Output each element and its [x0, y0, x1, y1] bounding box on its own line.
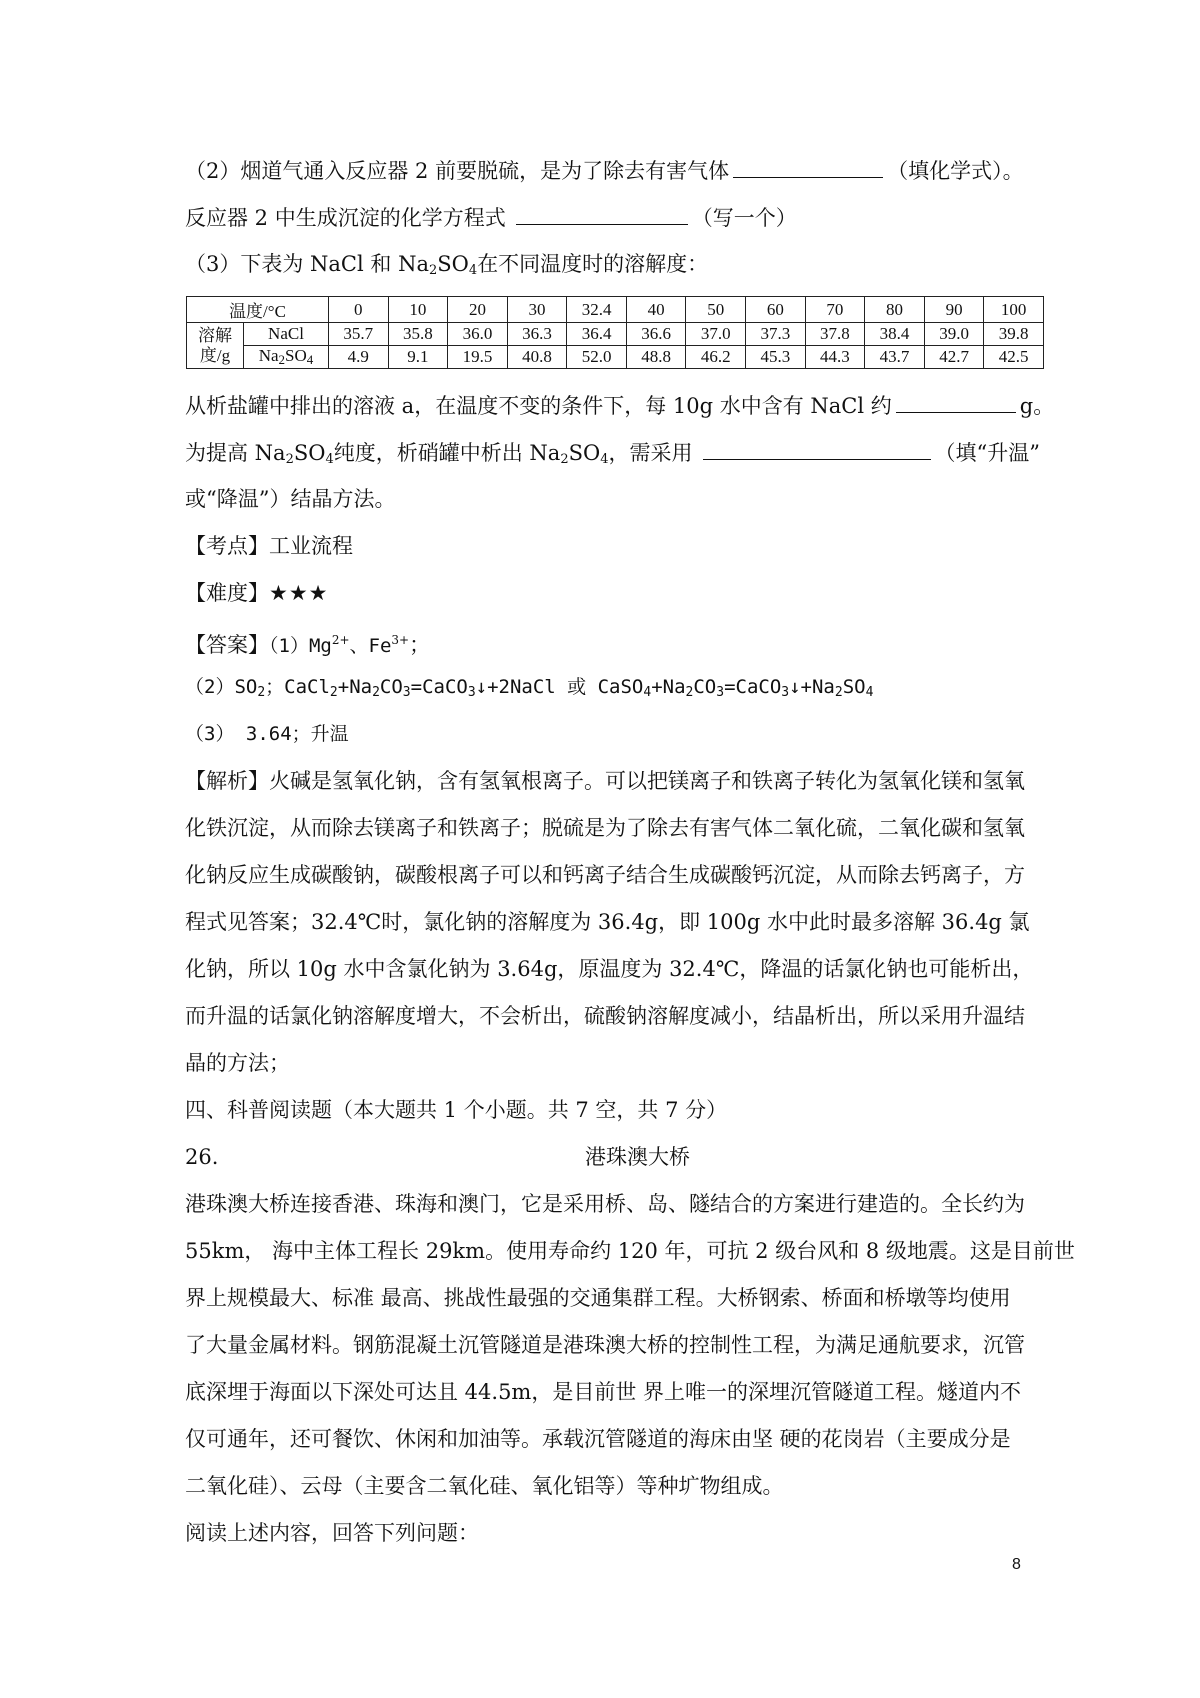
passage-line: 界上规模最大、标准 最高、挑战性最强的交通集群工程。大桥钢索、桥面和桥墩等均使用 [185, 1286, 1011, 1310]
analysis-line: 而升温的话氯化钠溶解度增大，不会析出，硫酸钠溶解度减小，结晶析出，所以采用升温结 [185, 1004, 1025, 1028]
q2-line2: 反应器 2 中生成沉淀的化学方程式 （写一个） [185, 202, 1035, 233]
table-cell: 37.3 [746, 323, 806, 346]
solubility-group-label: 溶解 度/g [187, 323, 244, 369]
table-cell: 48.8 [626, 346, 686, 369]
passage-line: 底深埋于海面以下深处可达且 44.5m，是目前世 界上唯一的深埋沉管隧道工程。燧道内不 [185, 1380, 1022, 1404]
passage-line: 55km， 海中主体工程长 29km。使用寿命约 120 年，可抗 2 级台风和 8 级地震。这是目前世 [185, 1239, 1075, 1263]
table-cell: 36.0 [448, 323, 508, 346]
table-cell: 40 [626, 297, 686, 323]
answer-blank-mass[interactable] [896, 390, 1016, 413]
read-prompt: 阅读上述内容，回答下列问题： [185, 1521, 479, 1545]
kaodian-line [185, 531, 1035, 561]
analysis-line: 晶的方法； [185, 1051, 290, 1075]
q2-line1: （2）烟道气通入反应器 2 前要脱硫，是为了除去有害气体 （填化学式）。 [185, 155, 1035, 186]
answer-line2: $(2)SO_2$；$CaCl_2+Na_2CO_3=CaCO_3↓+2NaCl$ 或 $CaSO_4+Na_2CO_3=CaCO_3↓+Na_2SO_4$ [185, 676, 874, 700]
question-number: 26. [185, 1145, 219, 1169]
table-cell: 35.8 [388, 323, 448, 346]
table-cell: 10 [388, 297, 448, 323]
answer-blank-gas[interactable] [733, 155, 883, 178]
table-cell: 39.0 [924, 323, 984, 346]
analysis-line: 化钠，所以 10g 水中含氯化钠为 3.64g，原温度为 32.4℃，降温的话氯化钠也可能析出， [185, 957, 1034, 981]
analysis-line: 化钠反应生成碳酸钠，碳酸根离子可以和钙离子结合生成碳酸钙沉淀，从而除去钙离子，方 [185, 863, 1025, 887]
q3-line-after3: 或“降温”）结晶方法。 [185, 487, 396, 511]
table-cell: 40.8 [507, 346, 567, 369]
passage-line: 了大量金属材料。钢筋混凝土沉管隧道是港珠澳大桥的控制性工程，为满足通航要求，沉管 [185, 1333, 1025, 1357]
table-row-nacl [187, 323, 1044, 346]
section-heading: 四、科普阅读题（本大题共 1 个小题。共 7 空，共 7 分） [185, 1098, 728, 1122]
passage-line: 二氧化硅）、云母（主要含二氧化硅、氧化铝等）等种圹物组成。 [185, 1474, 784, 1498]
table-cell: 20 [448, 297, 508, 323]
table-cell: 100 [984, 297, 1044, 323]
analysis-label: 【解析】 [185, 769, 269, 793]
table-header-row [187, 297, 1044, 323]
table-cell: 38.4 [865, 323, 925, 346]
table-cell: 42.5 [984, 346, 1044, 369]
table-cell: 60 [746, 297, 806, 323]
table-cell: 32.4 [567, 297, 627, 323]
answer-line3: （3） 3.64；升温 [185, 723, 349, 745]
passage-line: 仅可通年，还可餐饮、休闲和加油等。承载沉管隧道的海床由坚 硬的花岗岩（主要成分是 [185, 1427, 1011, 1451]
page-number: 8 [1012, 1556, 1021, 1573]
table-cell: 46.2 [686, 346, 746, 369]
analysis-line: 程式见答案；32.4℃时，氯化钠的溶解度为 36.4g，即 100g 水中此时最多溶解 36.4g 氯 [185, 910, 1030, 934]
table-cell: 0 [329, 297, 389, 323]
table-cell: 43.7 [865, 346, 925, 369]
table-cell: 9.1 [388, 346, 448, 369]
row-label-na2so4: $Na_2SO_4$ [244, 346, 329, 369]
table-cell: 50 [686, 297, 746, 323]
answer-blank-equation[interactable] [516, 202, 688, 225]
answer-line1: 【答案】$(1)Mg^{2+}$、$Fe^{3+}$； [185, 633, 431, 657]
table-cell: 45.3 [746, 346, 806, 369]
analysis-line: 化铁沉淀，从而除去镁离子和铁离子；脱硫是为了除去有害气体二氧化硫，二氧化碳和氢氧 [185, 816, 1025, 840]
row-label-nacl: NaCl [244, 323, 329, 346]
table-cell: 39.8 [984, 323, 1044, 346]
passage-line: 港珠澳大桥连接香港、珠海和澳门，它是采用桥、岛、隧结合的方案进行建造的。全长约为 [185, 1192, 1025, 1216]
table-cell: 44.3 [805, 346, 865, 369]
table-cell: 36.6 [626, 323, 686, 346]
analysis-line: 【解析】火碱是氢氧化钠，含有氢氧根离子。可以把镁离子和铁离子转化为氢氧化镁和氢氧 [185, 769, 1025, 793]
temperature-header: 温度/°C [187, 297, 329, 323]
q3-line-after1: 从析盐罐中排出的溶液 a，在温度不变的条件下，每 10g 水中含有 NaCl 约 g。 [185, 390, 1035, 421]
table-cell: 90 [924, 297, 984, 323]
table-cell: 37.8 [805, 323, 865, 346]
q3-intro: （3）下表为 NaCl 和 $Na_2SO_4$在不同温度时的溶解度： [185, 252, 709, 278]
difficulty-label: 【难度】 [185, 581, 269, 605]
table-cell: 36.4 [567, 323, 627, 346]
passage-title: 港珠澳大桥 [585, 1145, 690, 1169]
table-cell: 4.9 [329, 346, 389, 369]
difficulty-line [185, 578, 1035, 608]
table-cell: 30 [507, 297, 567, 323]
solubility-table [186, 296, 1044, 369]
table-cell: 35.7 [329, 323, 389, 346]
answer-blank-method[interactable] [703, 437, 931, 460]
table-cell: 70 [805, 297, 865, 323]
answer-label: 【答案】 [185, 633, 269, 657]
table-cell: 52.0 [567, 346, 627, 369]
table-row-na2so4 [187, 346, 1044, 369]
difficulty-stars: ★★★ [269, 581, 329, 605]
q26-header [185, 1142, 1035, 1172]
table-cell: 42.7 [924, 346, 984, 369]
kaodian-label: 【考点】 [185, 534, 269, 558]
table-cell: 19.5 [448, 346, 508, 369]
table-cell: 80 [865, 297, 925, 323]
kaodian-text: 工业流程 [269, 534, 353, 558]
table-cell: 36.3 [507, 323, 567, 346]
q3-line-after2: 为提高 $Na_2SO_4$纯度，析硝罐中析出 $Na_2SO_4$，需采用 （填“升温” [185, 437, 1035, 475]
table-cell: 37.0 [686, 323, 746, 346]
